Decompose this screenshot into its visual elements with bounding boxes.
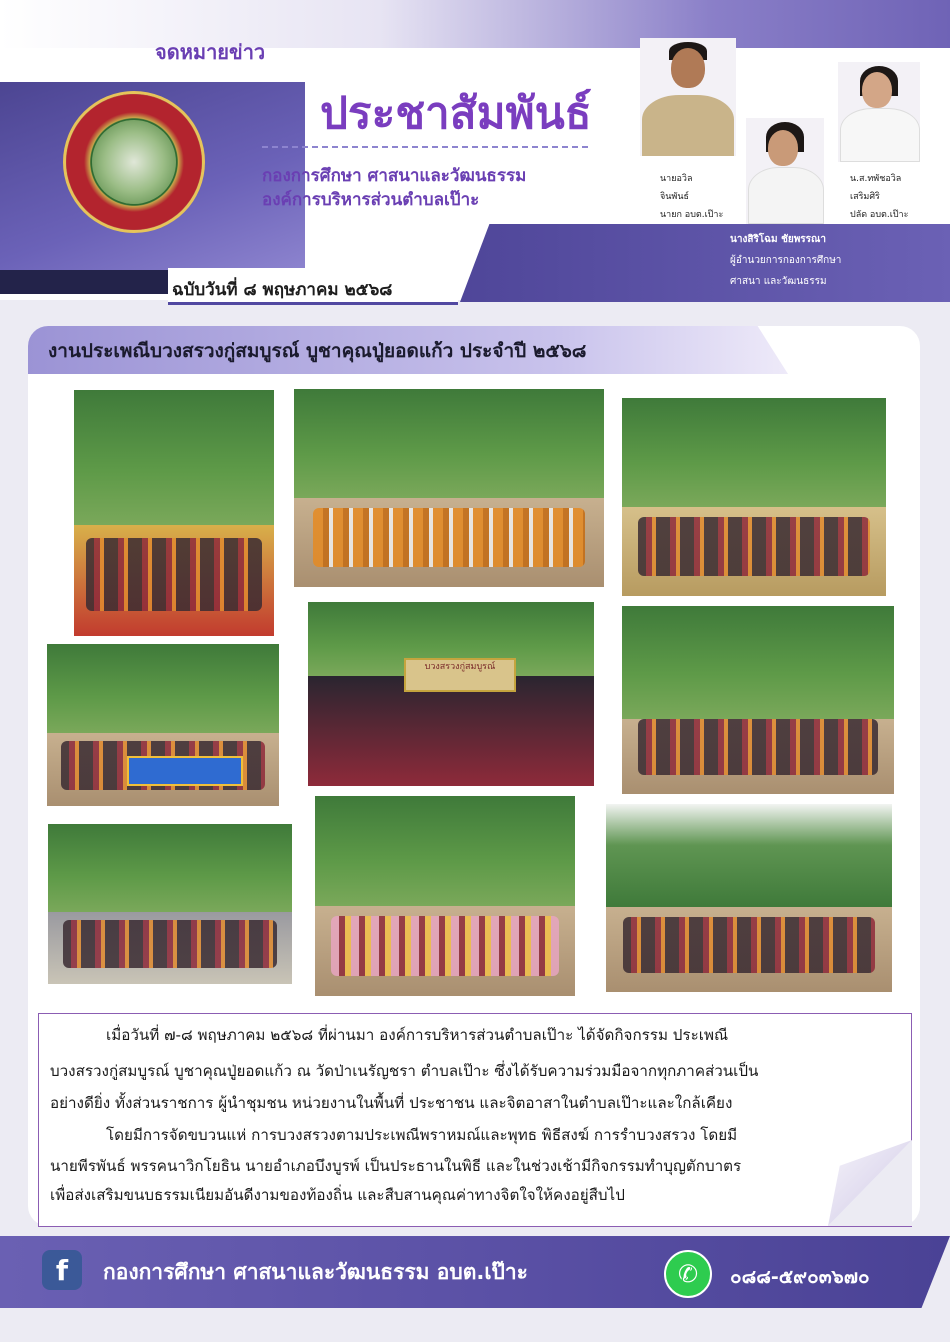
facebook-page-name[interactable]: กองการศึกษา ศาสนาและวัฒนธรรม อบต.เป๊าะ — [103, 1260, 528, 1284]
official-1-surname: จินพันธ์ — [660, 192, 690, 202]
event-photo-monks-procession — [294, 389, 604, 587]
event-photo-parade-sign — [47, 644, 279, 806]
article-line-3: อย่างดียิ่ง ทั้งส่วนราชการ ผู้นำชุมชน หน่วยงานในพื้นที่ ประชาชน และจิตอาสาในตำบลเป๊าะและใกล้เคียง — [50, 1094, 733, 1112]
issue-date: ฉบับวันที่ ๘ พฤษภาคม ๒๕๖๘ — [172, 280, 393, 300]
official-2-name: นางสิริโฉม ชัยพรรณา — [730, 234, 826, 245]
official-photo-3 — [838, 62, 920, 162]
official-photo-2 — [746, 118, 824, 224]
seal-emblem — [92, 120, 176, 204]
event-photo-monks-alms — [74, 390, 274, 636]
official-3-position: ปลัด อบต.เป๊าะ — [850, 210, 909, 220]
event-title: งานประเพณีบวงสรวงกู่สมบูรณ์ บูชาคุณปู่ยอดแก้ว ประจำปี ๒๕๖๘ — [48, 340, 587, 362]
phone-number[interactable]: ๐๘๘-๕๙๐๓๖๗๐ — [730, 1266, 870, 1288]
header-top-bar — [0, 0, 950, 48]
whatsapp-icon[interactable]: ✆ — [664, 1250, 712, 1298]
official-photo-1 — [640, 38, 736, 156]
official-1-name: นายอวิล — [660, 174, 693, 184]
facebook-icon[interactable]: f — [42, 1250, 82, 1290]
header-dark-strip — [0, 270, 170, 294]
article-line-5: นายพีรพันธ์ พรรคนาวิกโยธิน นายอำเภอบึงบูรพ์ เป็นประธานในพิธี และในช่วงเช้ามีกิจกรรมทำบุญตักบาตร — [50, 1157, 742, 1175]
event-photo-group-at-ruins — [606, 804, 892, 992]
page-title: ประชาสัมพันธ์ — [320, 88, 592, 139]
event-banner: บวงสรวงกู่สมบูรณ์ — [404, 658, 516, 692]
event-photo-dance-performance — [315, 796, 575, 996]
official-2-position: ผู้อำนวยการกองการศึกษา — [730, 255, 842, 266]
official-3-surname: เสริมศิริ — [850, 192, 880, 202]
official-3-name: น.ส.ทพัชอวิล — [850, 174, 902, 184]
article-line-6: เพื่อส่งเสริมขนบธรรมเนียมอันดีงามของท้องถิ่น และสืบสานคุณค่าทางจิตใจให้คงอยู่สืบไป — [50, 1186, 625, 1204]
title-divider — [262, 146, 588, 148]
header-right-band — [460, 224, 950, 302]
article-line-2: บวงสรวงกู่สมบูรณ์ บูชาคุณปู่ยอดแก้ว ณ วัดป่าเนรัญชรา ตำบลเป๊าะ ซึ่งได้รับความร่วมมือจากทุกภาคส่วนเป็น — [50, 1062, 759, 1080]
organization-name: องค์การบริหารส่วนตำบลเป๊าะ — [262, 190, 480, 210]
event-photo-offerings — [622, 398, 886, 596]
newsletter-label: จดหมายข่าว — [155, 40, 266, 64]
official-2-division: ศาสนา และวัฒนธรรม — [730, 276, 827, 287]
department-name: กองการศึกษา ศาสนาและวัฒนธรรม — [262, 166, 527, 186]
event-photo-ceremony-crowd — [622, 606, 894, 794]
event-photo-dancers-road — [48, 824, 292, 984]
official-1-position: นายก อบต.เป๊าะ — [660, 210, 724, 220]
event-photo-officials-group — [308, 602, 594, 786]
article-line-4: โดยมีการจัดขบวนแห่ การบวงสรวงตามประเพณีพราหมณ์และพุทธ พิธีสงฆ์ การรำบวงสรวง โดยมี — [106, 1126, 738, 1144]
article-line-1: เมื่อวันที่ ๗-๘ พฤษภาคม ๒๕๖๘ ที่ผ่านมา องค์การบริหารส่วนตำบลเป๊าะ ได้จัดกิจกรรม ประเพณี — [106, 1026, 729, 1044]
